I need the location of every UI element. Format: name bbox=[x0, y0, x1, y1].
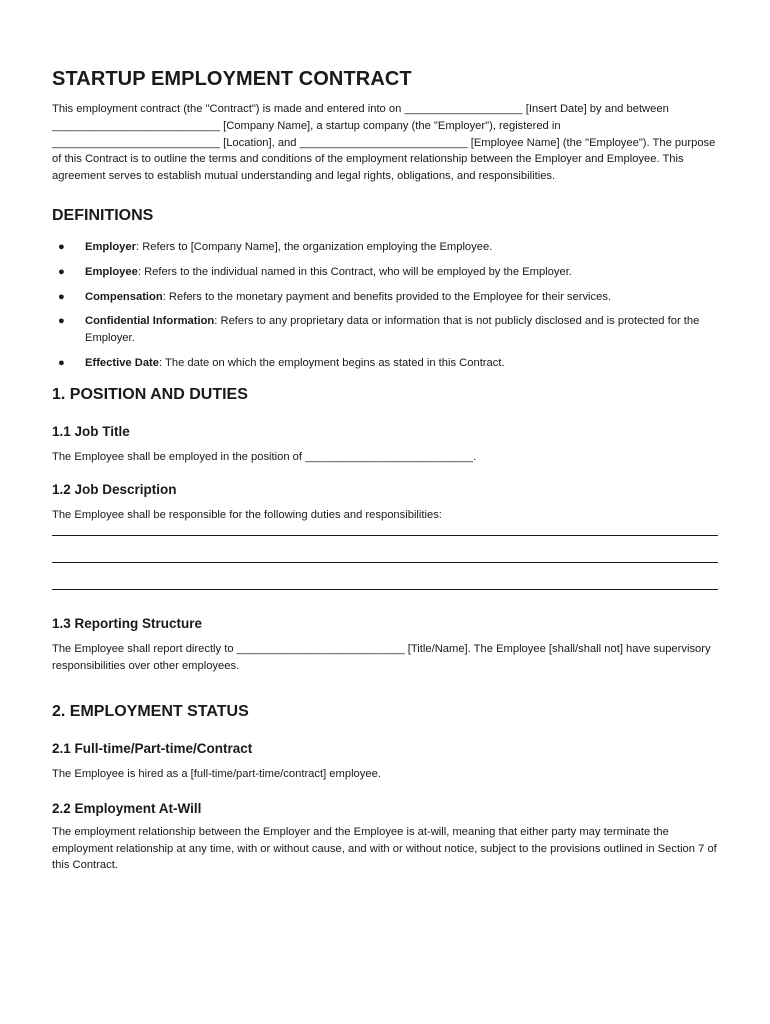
job-description-text: The Employee shall be responsible for the following duties and responsibilities: bbox=[52, 508, 442, 521]
section-2-heading: 2. EMPLOYMENT STATUS bbox=[52, 702, 249, 720]
definition-item bbox=[52, 355, 722, 372]
document-title: STARTUP EMPLOYMENT CONTRACT bbox=[52, 68, 412, 90]
job-description-heading: 1.2 Job Description bbox=[52, 481, 177, 497]
bullet-icon: ● bbox=[58, 265, 65, 278]
bullet-icon: ● bbox=[58, 240, 65, 253]
definition-text: : Refers to [Company Name], the organization employing the Employee. bbox=[135, 240, 493, 253]
definition-item bbox=[52, 239, 722, 256]
blank-line bbox=[52, 562, 718, 563]
reporting-structure-heading: 1.3 Reporting Structure bbox=[52, 616, 203, 632]
definition-text: : The date on which the employment begins as stated in this Contract. bbox=[159, 356, 505, 369]
duties-blank-lines bbox=[52, 535, 722, 590]
definition-text: : Refers to the individual named in this Contract, who will be employed by the Employer. bbox=[137, 265, 572, 278]
definition-text: : Refers to any proprietary data or information that is not publicly disclosed and is protected for the Employer. bbox=[85, 315, 700, 345]
definition-item bbox=[52, 289, 722, 306]
bullet-icon: ● bbox=[58, 356, 65, 369]
definition-term: Compensation bbox=[85, 290, 163, 303]
definition-item bbox=[52, 313, 722, 347]
definition-term: Employee bbox=[85, 265, 138, 278]
bullet-icon: ● bbox=[58, 315, 65, 328]
definition-text: : Refers to the monetary payment and benefits provided to the Employee for their services. bbox=[162, 290, 612, 303]
definition-item bbox=[52, 264, 722, 281]
definition-term: Confidential Information bbox=[85, 315, 215, 328]
reporting-structure-text: The Employee shall report directly to ___________________________ [Title/Name]. The Employee [shall/shall not] have supervisory responsibilities over other employees. bbox=[52, 643, 711, 673]
bullet-icon: ● bbox=[58, 290, 65, 303]
employment-type-heading: 2.1 Full-time/Part-time/Contract bbox=[52, 740, 253, 756]
document-page bbox=[52, 68, 722, 874]
definition-term: Effective Date bbox=[85, 356, 159, 369]
intro-paragraph: This employment contract (the "Contract") is made and entered into on ___________________ [Insert Date] by and between ___________________________ [Company Name], a startup company (the "Employer"), registered in ___________________________ [Location], and ___________________________ [Employee Name] (the "Employee"). The purpose of this Contract is to outline the terms and conditions of the employment relationship between the Employer and Employee. This agreement serves to establish mutual understanding and legal rights, obligations, and responsibilities. bbox=[52, 103, 716, 183]
definition-term: Employer bbox=[85, 240, 136, 253]
job-title-heading: 1.1 Job Title bbox=[52, 423, 130, 439]
section-1-heading: 1. POSITION AND DUTIES bbox=[52, 385, 248, 403]
at-will-heading: 2.2 Employment At-Will bbox=[52, 800, 202, 816]
employment-type-text: The Employee is hired as a [full-time/part-time/contract] employee. bbox=[52, 767, 381, 780]
at-will-text: The employment relationship between the Employer and the Employee is at-will, meaning that either party may terminate the employment relationship at any time, with or without cause, and with or without notice, subject to the provisions outlined in Section 7 of this Contract. bbox=[52, 825, 717, 872]
definitions-heading: DEFINITIONS bbox=[52, 206, 154, 224]
job-title-text: The Employee shall be employed in the position of ___________________________. bbox=[52, 450, 477, 463]
blank-line bbox=[52, 589, 718, 590]
definitions-list bbox=[52, 239, 722, 372]
blank-line bbox=[52, 535, 718, 536]
